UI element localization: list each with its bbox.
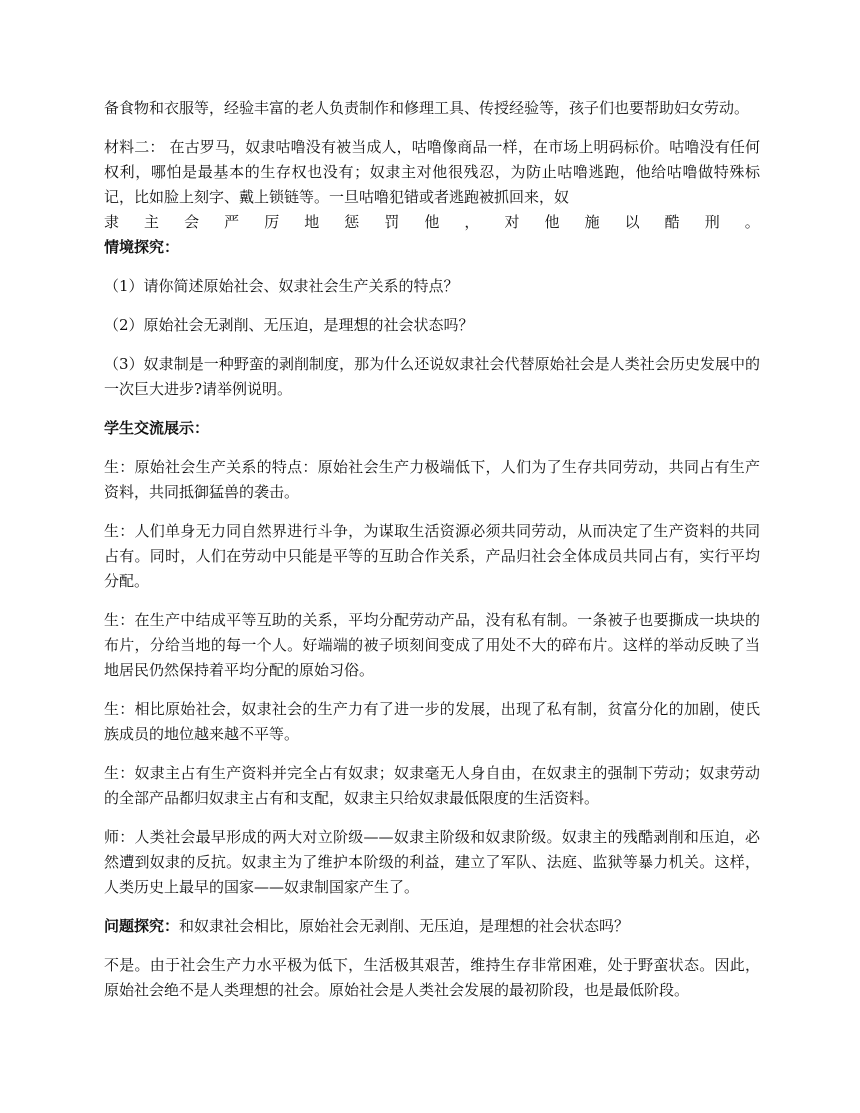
problem-inquiry	[104, 914, 760, 939]
student-answer-4: 生：相比原始社会，奴隶社会的生产力有了进一步的发展，出现了私有制，贫富分化的加剧，使氏族成员的地位越来越不平等。	[104, 700, 760, 743]
spread-char: 罚	[384, 213, 400, 231]
spread-char: 他	[544, 213, 560, 231]
document-page	[104, 96, 760, 1017]
student-answer-3: 生：在生产中结成平等互助的关系，平均分配劳动产品，没有私有制。一条被子也要撕成一块块的布片，分给当地的每一个人。好端端的被子顷刻间变成了用处不大的碎布片。这样的举动反映了当地居民仍然保持着平均分配的原始习俗。	[104, 611, 760, 679]
student-answer-1: 生：原始社会生产关系的特点：原始社会生产力极端低下，人们为了生存共同劳动，共同占有生产资料，共同抵御猛兽的袭击。	[104, 458, 760, 501]
spread-char: 。	[744, 213, 760, 231]
question-1: （1）请你简述原始社会、奴隶社会生产关系的特点？	[104, 277, 459, 295]
spread-char: 厉	[264, 213, 280, 231]
student-answer-2: 生：人们单身无力同自然界进行斗争，为谋取生活资源必须共同劳动，从而决定了生产资料的共同占有。同时，人们在劳动中只能是平等的互助合作关系，产品归社会全体成员共同占有，实行平均分配。	[104, 522, 760, 590]
problem-text: 和奴隶社会相比，原始社会无剥削、无压迫，是理想的社会状态吗？	[179, 917, 630, 935]
spread-char: 隶	[104, 213, 120, 231]
spread-char: 会	[184, 213, 200, 231]
teacher-summary: 师：人类社会最早形成的两大对立阶级——奴隶主阶级和奴隶阶级。奴隶主的残酷剥削和压迫，必然遭到奴隶的反抗。奴隶主为了维护本阶级的利益，建立了军队、法庭、监狱等暴力机关。这样，人类历史上最早的国家——奴隶制国家产生了。	[104, 828, 760, 896]
spread-char: 施	[584, 213, 600, 231]
situation-heading: 情境探究：	[104, 238, 180, 256]
spread-char: 主	[144, 213, 160, 231]
spread-char: 地	[304, 213, 320, 231]
students-heading: 学生交流展示：	[104, 419, 210, 437]
material-two-paragraph: 材料二： 在古罗马，奴隶咕噜没有被当成人，咕噜像商品一样，在市场上明码标价。咕噜没有任何权利，哪怕是最基本的生存权也没有；奴隶主对他很残忍，为防止咕噜逃跑，他给咕噜做特殊标记，比如脸上刻字、戴上锁链等。一旦咕噜犯错或者逃跑被抓回来，奴	[104, 138, 760, 206]
spread-char: 严	[224, 213, 240, 231]
question-2: （2）原始社会无剥削、无压迫，是理想的社会状态吗？	[104, 316, 474, 334]
student-answer-5: 生：奴隶主占有生产资料并完全占有奴隶；奴隶毫无人身自由，在奴隶主的强制下劳动；奴隶劳动的全部产品都归奴隶主占有和支配，奴隶主只给奴隶最低限度的生活资料。	[104, 764, 760, 807]
question-3: （3）奴隶制是一种野蛮的剥削制度，那为什么还说奴隶社会代替原始社会是人类社会历史发展中的一次巨大进步?请举例说明。	[104, 355, 760, 398]
spread-char: 刑	[704, 213, 720, 231]
spread-char: ，	[464, 213, 480, 231]
problem-label: 问题探究：	[104, 917, 180, 935]
intro-paragraph: 备食物和衣服等，经验丰富的老人负责制作和修理工具、传授经验等，孩子们也要帮助妇女劳动。	[104, 99, 750, 117]
spread-char: 对	[504, 213, 520, 231]
material-two-justified-line	[104, 210, 760, 235]
spread-char: 他	[424, 213, 440, 231]
spread-char: 以	[624, 213, 640, 231]
problem-answer: 不是。由于社会生产力水平极为低下，生活极其艰苦，维持生存非常困难，处于野蛮状态。因此，原始社会绝不是人类理想的社会。原始社会是人类社会发展的最初阶段，也是最低阶段。	[104, 956, 760, 999]
spread-char: 惩	[344, 213, 360, 231]
spread-char: 酷	[664, 213, 680, 231]
